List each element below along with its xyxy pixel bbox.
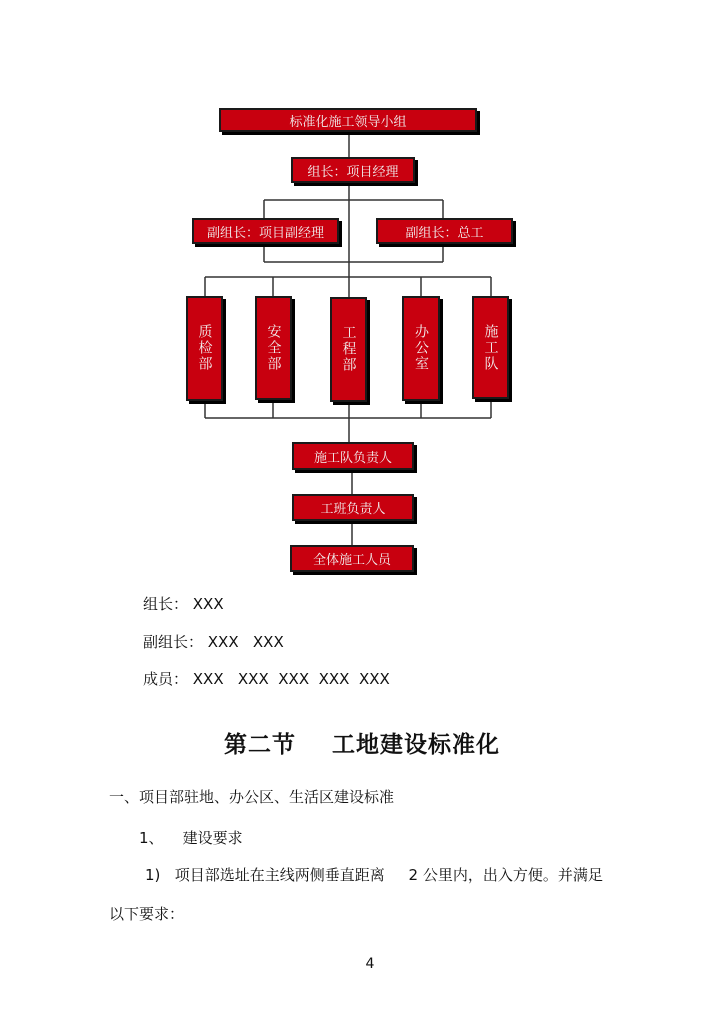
org-deputy-box-2: 副组长：总工 bbox=[376, 218, 513, 244]
section-subheading: 一、项目部驻地、办公区、生活区建设标准 bbox=[109, 788, 395, 806]
dept-quality-box: 质检部 bbox=[186, 296, 223, 401]
dept-office-box: 办公室 bbox=[402, 296, 440, 401]
paragraph-line-1: 1) 项目部选址在主线两侧垂直距离 2 公里内，出入方便。并满足 bbox=[145, 866, 603, 884]
org-top-group-box: 标准化施工领导小组 bbox=[219, 108, 477, 132]
org-leader-box: 组长：项目经理 bbox=[291, 157, 415, 183]
members-member-line: 成员： XXX XXX XXX XXX XXX bbox=[143, 670, 390, 688]
dept-engineering-box: 工程部 bbox=[330, 297, 367, 402]
dept-safety-box: 安全部 bbox=[255, 296, 292, 400]
org-deputy-box-1: 副组长：项目副经理 bbox=[192, 218, 339, 244]
members-leader-line: 组长： XXX bbox=[143, 595, 224, 613]
dept-construction-team-box: 施工队 bbox=[472, 296, 509, 399]
crew-leader-box: 工班负责人 bbox=[292, 494, 414, 521]
team-leader-box: 施工队负责人 bbox=[292, 442, 414, 470]
section-title: 第二节 工地建设标准化 bbox=[223, 732, 501, 758]
page-number: 4 bbox=[365, 956, 375, 972]
section-item-1: 1、 建设要求 bbox=[139, 829, 243, 847]
paragraph-line-2: 以下要求： bbox=[109, 905, 185, 923]
all-workers-box: 全体施工人员 bbox=[290, 545, 414, 572]
members-deputy-line: 副组长： XXX XXX bbox=[143, 633, 284, 651]
